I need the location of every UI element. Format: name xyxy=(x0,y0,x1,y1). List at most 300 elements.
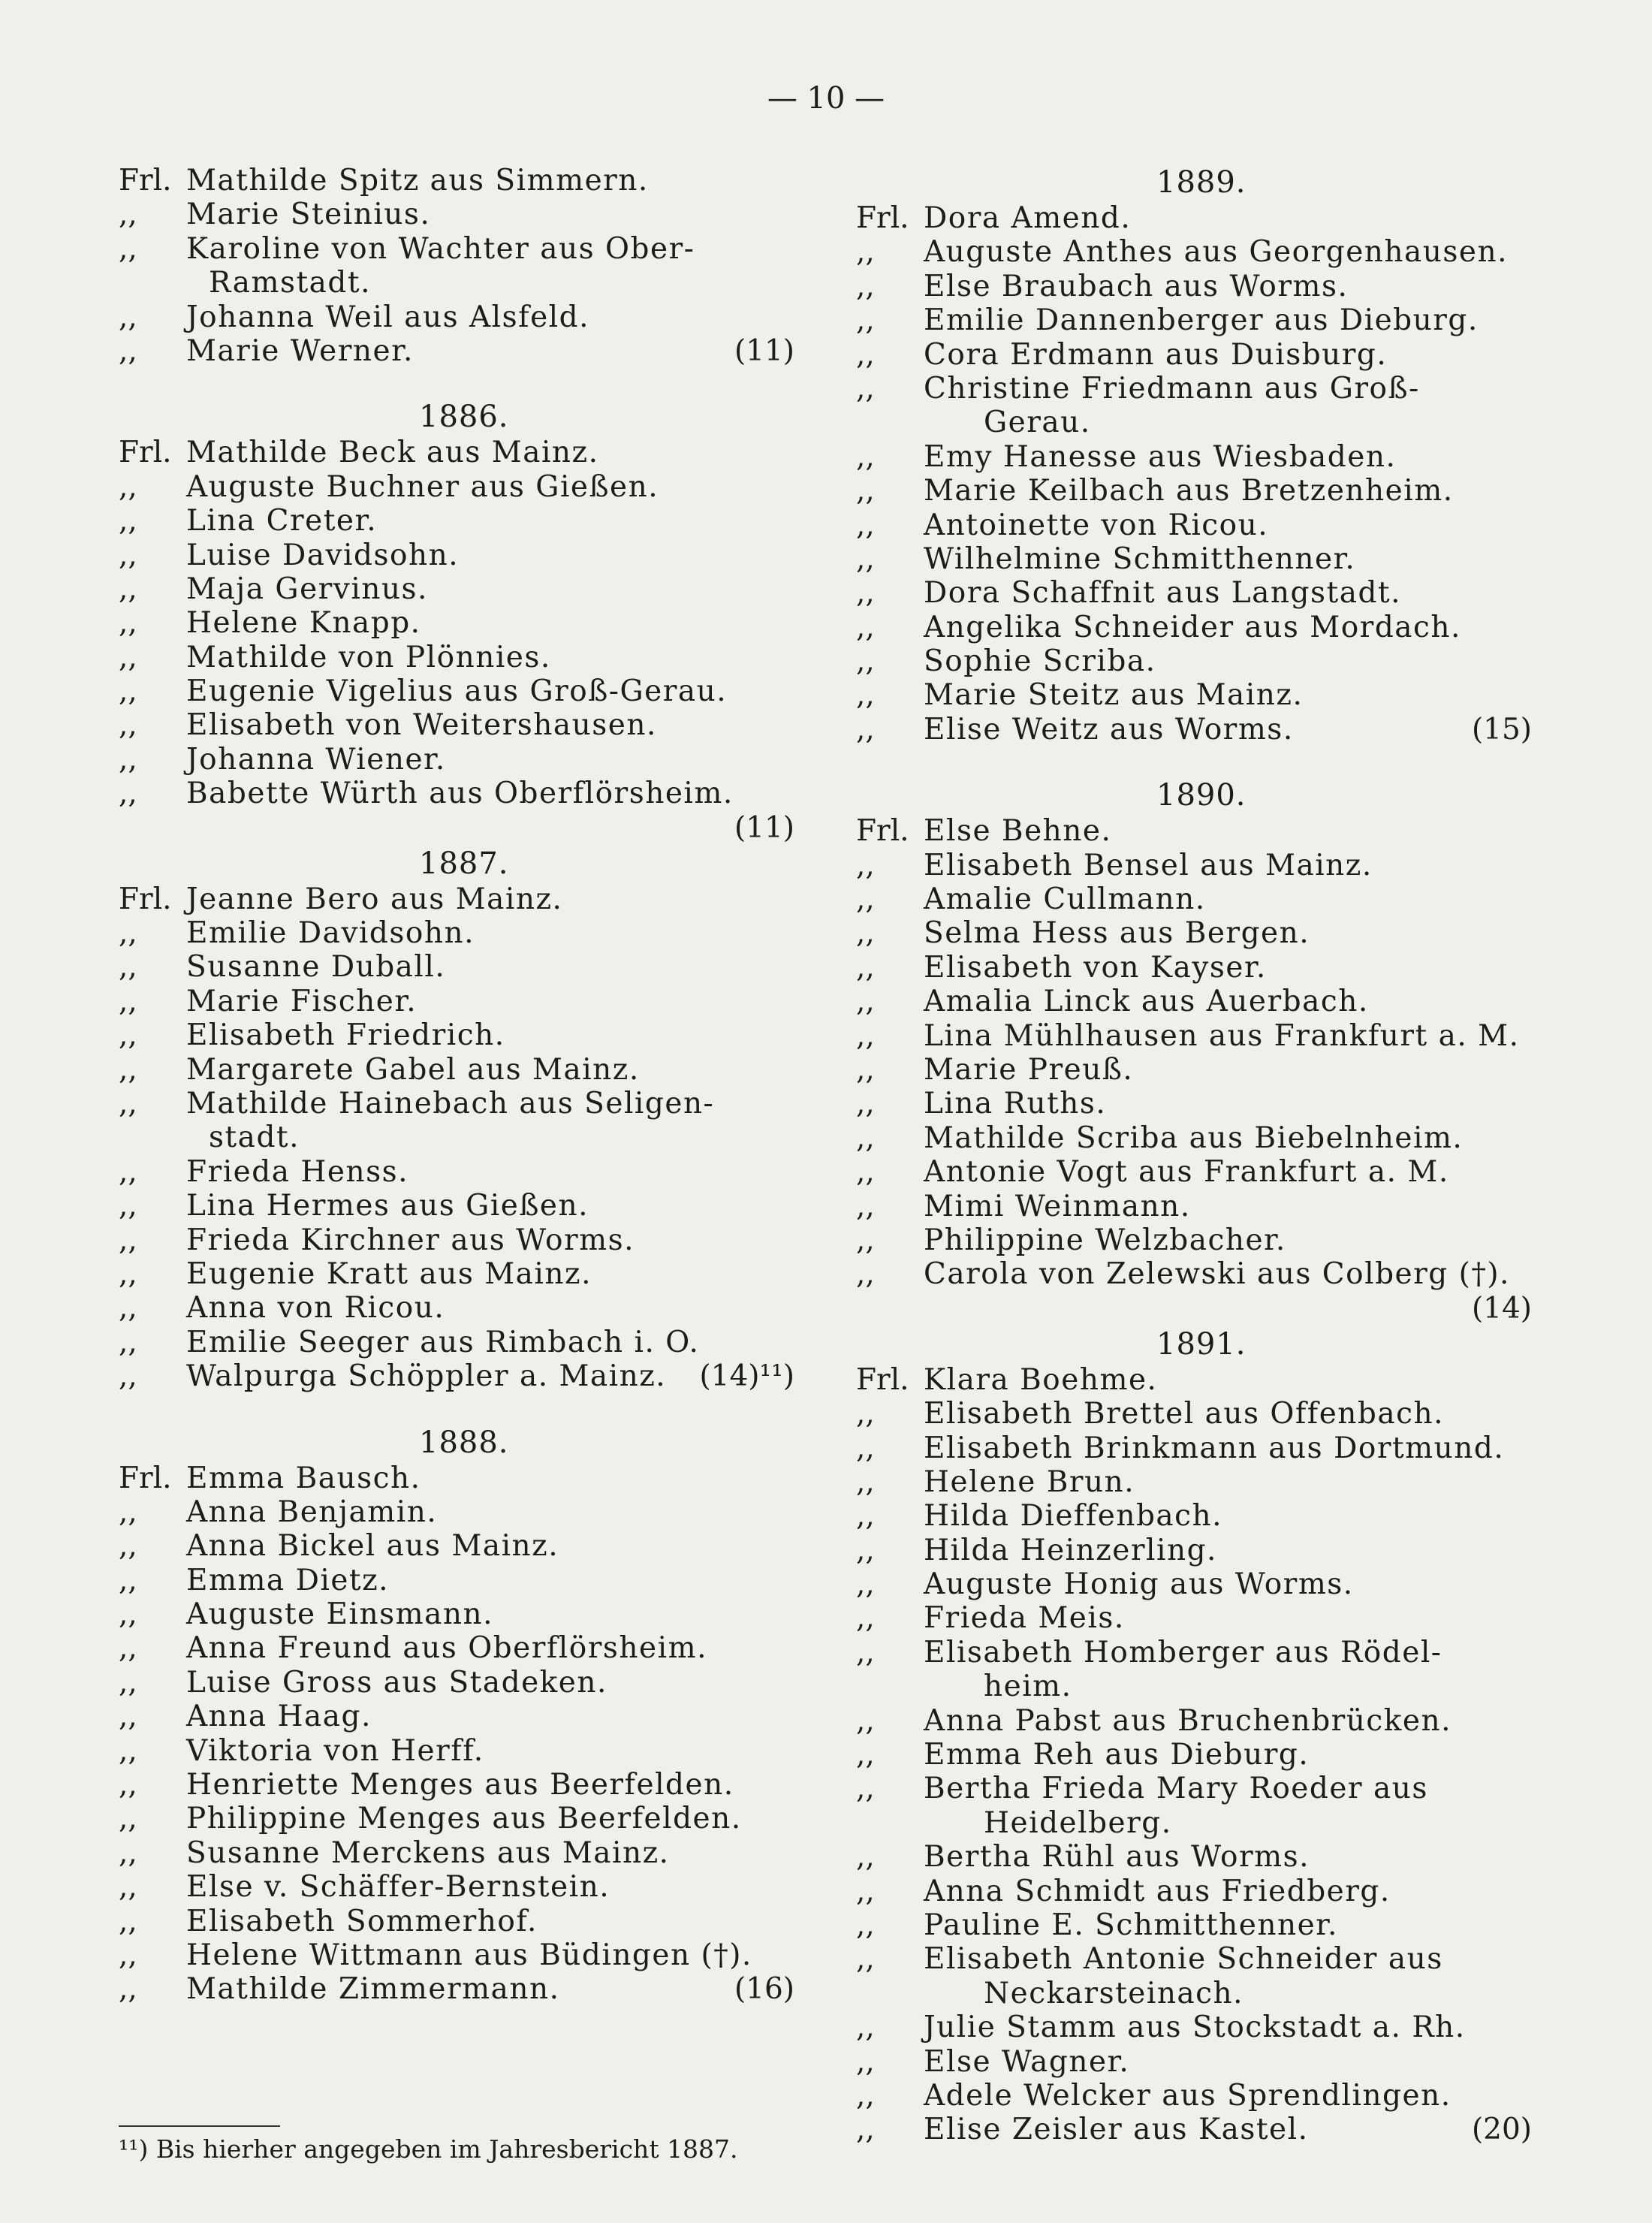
list-item-name: Elise Weitz aus Worms. xyxy=(924,712,1294,747)
year-heading: 1887. xyxy=(419,846,509,881)
list-item xyxy=(119,504,794,538)
list-item-prefix: ,, xyxy=(856,439,875,474)
list-item xyxy=(119,1461,794,1495)
list-item-prefix: ,, xyxy=(119,1563,137,1597)
list-item xyxy=(856,201,1532,235)
list-item-name: Luise Gross aus Stadeken. xyxy=(186,1665,607,1700)
list-item-name: Elise Zeisler aus Kastel. xyxy=(924,2113,1309,2147)
list-item-name: Antonie Vogt aus Frankfurt a. M. xyxy=(924,1155,1449,1190)
list-item-name: Bertha Rühl aus Worms. xyxy=(924,1840,1310,1875)
list-item xyxy=(856,2045,1532,2079)
list-item-prefix: ,, xyxy=(119,572,137,606)
list-item-prefix: ,, xyxy=(119,1733,137,1768)
list-item-name: Elisabeth Brettel aus Offenbach. xyxy=(924,1397,1444,1431)
list-item-name: Auguste Honig aus Worms. xyxy=(924,1567,1354,1602)
list-item xyxy=(856,1223,1532,1257)
list-item xyxy=(119,436,794,469)
list-item-prefix: ,, xyxy=(119,1972,137,2007)
list-item-prefix: ,, xyxy=(119,198,137,232)
list-item-name: Marie Preuß. xyxy=(924,1052,1134,1087)
list-item-name: Philippine Menges aus Beerfelden. xyxy=(186,1802,742,1836)
list-item xyxy=(119,1257,794,1291)
list-item-prefix: ,, xyxy=(856,474,875,508)
list-item-name: Viktoria von Herff. xyxy=(186,1733,484,1768)
list-item-prefix: Frl. xyxy=(856,814,909,849)
list-item-prefix: Frl. xyxy=(856,1362,909,1397)
list-item xyxy=(856,678,1532,712)
list-item-prefix: ,, xyxy=(856,1874,875,1908)
list-item-continuation xyxy=(856,1670,1532,1703)
list-item-prefix: ,, xyxy=(856,541,875,576)
list-item-name: Mathilde Beck aus Mainz. xyxy=(186,436,599,470)
list-item-name: Babette Würth aus Oberflörsheim. xyxy=(186,777,734,811)
list-item-prefix: ,, xyxy=(119,504,137,538)
list-item xyxy=(856,1190,1532,1223)
list-item-prefix: ,, xyxy=(856,712,875,747)
list-item-prefix: ,, xyxy=(119,1325,137,1359)
year-heading: 1889. xyxy=(1156,165,1247,200)
list-item-name: Selma Hess aus Bergen. xyxy=(924,916,1310,951)
list-item xyxy=(856,1257,1532,1291)
list-item xyxy=(856,1875,1532,1908)
list-item-name: Frieda Henss. xyxy=(186,1154,409,1189)
list-item xyxy=(119,950,794,984)
list-item-name: Else Braubach aus Worms. xyxy=(924,269,1349,303)
year-heading: 1886. xyxy=(419,400,509,435)
list-item-prefix: ,, xyxy=(856,848,875,882)
list-item-continuation xyxy=(119,266,794,300)
list-item xyxy=(119,1836,794,1870)
list-item xyxy=(856,1772,1532,1805)
list-item xyxy=(856,474,1532,508)
list-item xyxy=(119,1155,794,1189)
list-item xyxy=(856,303,1532,337)
list-item-name: Heidelberg. xyxy=(984,1805,1172,1840)
list-item-prefix: ,, xyxy=(119,1495,137,1529)
list-item-prefix: ,, xyxy=(119,1086,137,1121)
list-item-name: Elisabeth von Kayser. xyxy=(924,950,1267,985)
list-item-name: Amalie Cullmann. xyxy=(924,882,1206,917)
list-item-name: Else Wagner. xyxy=(924,2044,1130,2079)
list-item-name: Emilie Davidsohn. xyxy=(186,916,475,951)
list-item-name: Susanne Merckens aus Mainz. xyxy=(186,1835,670,1870)
list-item-prefix: ,, xyxy=(856,1052,875,1087)
list-item-count: (16) xyxy=(734,1972,794,2007)
list-item xyxy=(119,882,794,916)
list-item xyxy=(119,334,794,368)
list-item-name: Elisabeth Sommerhof. xyxy=(186,1904,538,1938)
list-item-name: Emma Dietz. xyxy=(186,1563,390,1597)
list-item-prefix: ,, xyxy=(856,882,875,917)
list-item xyxy=(119,641,794,674)
list-item-prefix: ,, xyxy=(119,1700,137,1734)
list-item-name: Jeanne Bero aus Mainz. xyxy=(186,882,563,916)
list-item xyxy=(856,1431,1532,1465)
list-item xyxy=(119,198,794,231)
list-item-continuation xyxy=(119,1121,794,1154)
list-item-name: Walpurga Schöppler a. Mainz. xyxy=(186,1359,667,1394)
list-item xyxy=(119,1189,794,1223)
list-item-name: Philippine Welzbacher. xyxy=(924,1223,1286,1257)
list-item-name: Helene Brun. xyxy=(924,1464,1135,1499)
section-count: (14) xyxy=(1471,1291,1532,1326)
list-item-name: heim. xyxy=(984,1670,1072,1704)
list-item-name: Johanna Weil aus Alsfeld. xyxy=(186,300,589,334)
list-item-continuation xyxy=(856,406,1532,439)
list-item xyxy=(856,1363,1532,1397)
list-item-prefix: ,, xyxy=(856,1087,875,1121)
list-item xyxy=(119,674,794,708)
list-item-name: Anna von Ricou. xyxy=(186,1291,445,1326)
list-item xyxy=(119,916,794,950)
list-item-prefix: ,, xyxy=(856,610,875,644)
list-item-prefix: ,, xyxy=(119,1665,137,1700)
list-item-name: stadt. xyxy=(209,1121,300,1155)
list-item-prefix: ,, xyxy=(856,371,875,406)
footnote-marker: ¹¹) xyxy=(119,2134,149,2164)
list-item-name: Henriette Menges aus Beerfelden. xyxy=(186,1768,734,1802)
list-item xyxy=(856,1738,1532,1772)
list-item-name: Emy Hanesse aus Wiesbaden. xyxy=(924,439,1397,474)
list-item-name: Dora Amend. xyxy=(924,201,1132,235)
list-item-prefix: ,, xyxy=(856,678,875,713)
year-heading: 1891. xyxy=(1156,1326,1247,1362)
right-column xyxy=(856,164,1532,2147)
list-item-name: Else v. Schäffer-Bernstein. xyxy=(186,1870,610,1905)
list-item-prefix: ,, xyxy=(856,644,875,679)
list-item-name: Wilhelmine Schmitthenner. xyxy=(924,541,1356,576)
list-item xyxy=(119,1529,794,1563)
list-item-name: Eugenie Vigelius aus Groß-Gerau. xyxy=(186,674,728,709)
list-item-name: Emma Reh aus Dieburg. xyxy=(924,1738,1310,1772)
list-item-name: Marie Steitz aus Mainz. xyxy=(924,678,1304,713)
list-item xyxy=(119,1053,794,1087)
list-item-name: Elisabeth Brinkmann aus Dortmund. xyxy=(924,1431,1505,1465)
list-item xyxy=(856,2010,1532,2044)
list-item xyxy=(119,708,794,742)
list-item-prefix: ,, xyxy=(119,1904,137,1938)
list-item-name: Anna Bickel aus Mainz. xyxy=(186,1529,559,1564)
list-item xyxy=(119,743,794,777)
list-item-name: Anna Schmidt aus Friedberg. xyxy=(924,1874,1391,1908)
list-item xyxy=(119,1087,794,1121)
list-item xyxy=(119,1905,794,1938)
list-item-prefix: ,, xyxy=(856,1703,875,1738)
list-item xyxy=(856,814,1532,848)
list-item-prefix: ,, xyxy=(856,1567,875,1602)
list-item-prefix: ,, xyxy=(119,1529,137,1564)
list-item-name: Marie Keilbach aus Bretzenheim. xyxy=(924,474,1454,508)
footnote xyxy=(119,2134,738,2164)
list-item xyxy=(856,1019,1532,1053)
list-item-prefix: ,, xyxy=(119,1597,137,1632)
list-item-name: Bertha Frieda Mary Roeder aus xyxy=(924,1772,1428,1806)
list-item-name: Lina Creter. xyxy=(186,504,378,538)
list-item-name: Johanna Wiener. xyxy=(186,742,446,777)
list-item-prefix: ,, xyxy=(856,950,875,985)
list-item-name: Elisabeth Bensel aus Mainz. xyxy=(924,848,1373,882)
list-item-prefix: ,, xyxy=(856,1908,875,1942)
list-item-prefix: Frl. xyxy=(119,882,172,916)
list-item-name: Angelika Schneider aus Mordach. xyxy=(924,610,1461,644)
list-item xyxy=(856,1908,1532,1942)
footnote-divider xyxy=(119,2125,280,2127)
list-item xyxy=(856,951,1532,985)
list-item xyxy=(856,372,1532,406)
list-item xyxy=(856,1534,1532,1567)
list-item-prefix: ,, xyxy=(856,985,875,1019)
list-item-prefix: ,, xyxy=(119,300,137,334)
list-item-prefix: Frl. xyxy=(119,164,172,198)
list-item xyxy=(119,538,794,572)
list-item xyxy=(856,882,1532,916)
list-item-name: Cora Erdmann aus Duisburg. xyxy=(924,337,1388,372)
list-item xyxy=(119,1700,794,1733)
list-item-name: Mathilde Zimmermann. xyxy=(186,1972,560,2007)
list-item-prefix: ,, xyxy=(856,337,875,372)
list-item-prefix: Frl. xyxy=(119,1461,172,1495)
list-item-prefix: ,, xyxy=(856,1772,875,1806)
list-item xyxy=(119,300,794,334)
page-number: — 10 — xyxy=(767,81,885,116)
list-item-name: Anna Haag. xyxy=(186,1700,372,1734)
list-item-prefix: ,, xyxy=(119,674,137,709)
list-item-prefix: ,, xyxy=(856,1635,875,1670)
list-item-name: Auguste Anthes aus Georgenhausen. xyxy=(924,235,1508,270)
list-item xyxy=(856,1499,1532,1533)
list-item xyxy=(119,470,794,504)
list-item xyxy=(119,1734,794,1768)
list-item-prefix: ,, xyxy=(119,950,137,985)
list-item xyxy=(856,985,1532,1018)
list-item-name: Elisabeth Homberger aus Rödel- xyxy=(924,1635,1442,1670)
list-item xyxy=(856,1942,1532,1976)
list-item-name: Pauline E. Schmitthenner. xyxy=(924,1908,1338,1942)
list-item xyxy=(119,1564,794,1597)
list-item xyxy=(856,1840,1532,1874)
list-item xyxy=(856,1636,1532,1670)
list-item-prefix: ,, xyxy=(856,2010,875,2045)
list-item-prefix: ,, xyxy=(856,303,875,338)
list-item xyxy=(856,1053,1532,1087)
list-item-name: Carola von Zelewski aus Colberg (†). xyxy=(924,1257,1510,1292)
footnote-text: Bis hierher angegeben im Jahresbericht 1887. xyxy=(155,2134,738,2164)
list-item-name: Auguste Einsmann. xyxy=(186,1597,493,1632)
list-item xyxy=(856,1397,1532,1431)
list-item-prefix: ,, xyxy=(119,1189,137,1223)
list-item-prefix: ,, xyxy=(119,1018,137,1053)
list-item-prefix: Frl. xyxy=(856,201,909,235)
list-item-count: (15) xyxy=(1471,712,1532,747)
list-item xyxy=(856,713,1532,747)
list-item xyxy=(119,1938,794,1972)
list-item xyxy=(119,777,794,810)
list-item-name: Emilie Dannenberger aus Dieburg. xyxy=(924,303,1479,338)
list-item-prefix: ,, xyxy=(856,1121,875,1155)
list-item xyxy=(856,440,1532,474)
list-item-prefix: ,, xyxy=(856,1257,875,1292)
list-item xyxy=(119,1597,794,1631)
list-item-prefix: ,, xyxy=(119,1835,137,1870)
list-item-prefix: ,, xyxy=(856,2044,875,2079)
list-item-name: Marie Steinius. xyxy=(186,198,431,232)
list-item-prefix: ,, xyxy=(856,1155,875,1190)
list-item xyxy=(119,606,794,640)
list-item-prefix: ,, xyxy=(119,1631,137,1666)
list-item-name: Mathilde Hainebach aus Seligen- xyxy=(186,1086,715,1121)
list-item xyxy=(856,542,1532,576)
list-item xyxy=(856,270,1532,303)
list-item xyxy=(856,849,1532,882)
list-item-name: Emma Bausch. xyxy=(186,1461,421,1495)
list-item-prefix: ,, xyxy=(856,1840,875,1875)
list-item-name: Susanne Duball. xyxy=(186,950,446,985)
list-item-prefix: ,, xyxy=(119,640,137,674)
list-item-prefix: ,, xyxy=(856,235,875,270)
list-item-prefix: ,, xyxy=(856,269,875,303)
list-item xyxy=(119,1495,794,1529)
list-item-prefix: ,, xyxy=(856,1189,875,1223)
list-item xyxy=(119,1631,794,1665)
list-item-name: Dora Schaffnit aus Langstadt. xyxy=(924,576,1401,611)
list-item-prefix: ,, xyxy=(119,333,137,368)
list-item-name: Julie Stamm aus Stockstadt a. Rh. xyxy=(924,2010,1466,2045)
list-item-prefix: ,, xyxy=(119,1052,137,1087)
list-item-count: (11) xyxy=(734,333,794,368)
list-item xyxy=(119,232,794,266)
list-item-prefix: ,, xyxy=(856,1738,875,1772)
list-item-name: Adele Welcker aus Sprendlingen. xyxy=(924,2078,1452,2113)
list-item xyxy=(856,1704,1532,1738)
list-item-name: Lina Hermes aus Gießen. xyxy=(186,1189,589,1223)
list-item-prefix: ,, xyxy=(856,1601,875,1636)
list-item-prefix: ,, xyxy=(856,1533,875,1567)
list-item-name: Marie Fischer. xyxy=(186,984,418,1018)
list-item xyxy=(856,1155,1532,1189)
list-item-name: Margarete Gabel aus Mainz. xyxy=(186,1052,640,1087)
list-item xyxy=(856,2079,1532,2113)
list-item xyxy=(119,1018,794,1052)
list-item-prefix: ,, xyxy=(856,576,875,611)
list-item-name: Lina Mühlhausen aus Frankfurt a. M. xyxy=(924,1018,1520,1053)
list-item-name: Frieda Kirchner aus Worms. xyxy=(186,1223,635,1257)
year-heading: 1890. xyxy=(1156,778,1247,813)
list-item-name: Mathilde Scriba aus Biebelnheim. xyxy=(924,1121,1464,1155)
list-item-prefix: ,, xyxy=(856,508,875,542)
list-item-continuation xyxy=(856,1977,1532,2010)
list-item-name: Auguste Buchner aus Gießen. xyxy=(186,469,659,504)
list-item-name: Helene Knapp. xyxy=(186,606,421,641)
list-item-prefix: ,, xyxy=(856,1223,875,1257)
list-item-prefix: ,, xyxy=(119,538,137,572)
list-item-prefix: ,, xyxy=(856,1431,875,1465)
list-item xyxy=(856,338,1532,372)
list-item xyxy=(856,1601,1532,1635)
list-item xyxy=(856,576,1532,610)
section-gap xyxy=(119,368,794,398)
section-gap xyxy=(119,1394,794,1424)
list-item-prefix: ,, xyxy=(119,708,137,743)
section-count: (11) xyxy=(734,810,794,845)
list-item-name: Ramstadt. xyxy=(209,266,371,300)
list-item-name: Hilda Dieffenbach. xyxy=(924,1499,1223,1534)
list-item-name: Anna Benjamin. xyxy=(186,1495,438,1529)
list-item-prefix: ,, xyxy=(119,606,137,641)
list-item-prefix: Frl. xyxy=(119,436,172,470)
list-item xyxy=(856,235,1532,269)
left-column xyxy=(119,164,794,2007)
list-item-prefix: ,, xyxy=(119,1870,137,1905)
list-item-name: Emilie Seeger aus Rimbach i. O. xyxy=(186,1325,700,1359)
list-item-prefix: ,, xyxy=(119,1359,137,1394)
list-item-name: Elisabeth Antonie Schneider aus xyxy=(924,1942,1443,1977)
list-item-prefix: ,, xyxy=(119,777,137,811)
list-item-prefix: ,, xyxy=(119,1154,137,1189)
list-item xyxy=(119,1802,794,1835)
list-item xyxy=(856,611,1532,644)
list-item-name: Sophie Scriba. xyxy=(924,644,1156,679)
list-item-name: Elisabeth Friedrich. xyxy=(186,1018,505,1053)
list-item-name: Neckarsteinach. xyxy=(984,1976,1244,2010)
list-item-prefix: ,, xyxy=(856,1397,875,1431)
list-item-name: Else Behne. xyxy=(924,814,1112,849)
list-item xyxy=(856,508,1532,542)
list-item-name: Elisabeth von Weitershausen. xyxy=(186,708,657,743)
list-item xyxy=(856,1121,1532,1155)
list-item-name: Hilda Heinzerling. xyxy=(924,1533,1217,1567)
list-item-prefix: ,, xyxy=(856,1942,875,1977)
list-item-prefix: ,, xyxy=(856,2113,875,2147)
list-item-name: Mathilde von Plönnies. xyxy=(186,640,551,674)
list-item-prefix: ,, xyxy=(119,742,137,777)
list-item-prefix: ,, xyxy=(119,1256,137,1291)
list-item-name: Anna Pabst aus Bruchenbrücken. xyxy=(924,1703,1452,1738)
list-item-name: Mathilde Spitz aus Simmern. xyxy=(186,164,649,198)
list-item-prefix: ,, xyxy=(856,1464,875,1499)
list-item-name: Antoinette von Ricou. xyxy=(924,508,1269,542)
list-item xyxy=(119,1972,794,2006)
section-gap xyxy=(856,747,1532,777)
list-item-prefix: ,, xyxy=(119,1223,137,1257)
list-item xyxy=(119,572,794,606)
list-item xyxy=(856,916,1532,950)
list-item xyxy=(856,644,1532,678)
list-item-prefix: ,, xyxy=(119,916,137,951)
list-item-prefix: ,, xyxy=(119,1938,137,1972)
list-item-name: Christine Friedmann aus Groß- xyxy=(924,371,1420,406)
list-item-prefix: ,, xyxy=(856,916,875,951)
list-item xyxy=(119,1223,794,1257)
list-item-name: Klara Boehme. xyxy=(924,1362,1158,1397)
list-item-name: Karoline von Wachter aus Ober- xyxy=(186,231,695,266)
list-item-name: Amalia Linck aus Auerbach. xyxy=(924,985,1369,1019)
list-item-name: Gerau. xyxy=(984,406,1091,440)
list-item-prefix: ,, xyxy=(119,1802,137,1836)
list-item-prefix: ,, xyxy=(856,2078,875,2113)
list-item-count: (14)¹¹) xyxy=(699,1359,794,1394)
list-item xyxy=(856,1465,1532,1499)
list-item-name: Helene Wittmann aus Büdingen (†). xyxy=(186,1938,752,1972)
list-item-prefix: ,, xyxy=(119,1768,137,1802)
list-item-prefix: ,, xyxy=(119,231,137,266)
list-item xyxy=(119,1768,794,1802)
list-item-name: Luise Davidsohn. xyxy=(186,538,460,572)
list-item-name: Maja Gervinus. xyxy=(186,572,428,606)
list-item-prefix: ,, xyxy=(119,1291,137,1326)
list-item-name: Marie Werner. xyxy=(186,333,414,368)
list-item-prefix: ,, xyxy=(119,984,137,1018)
list-item xyxy=(119,1291,794,1325)
